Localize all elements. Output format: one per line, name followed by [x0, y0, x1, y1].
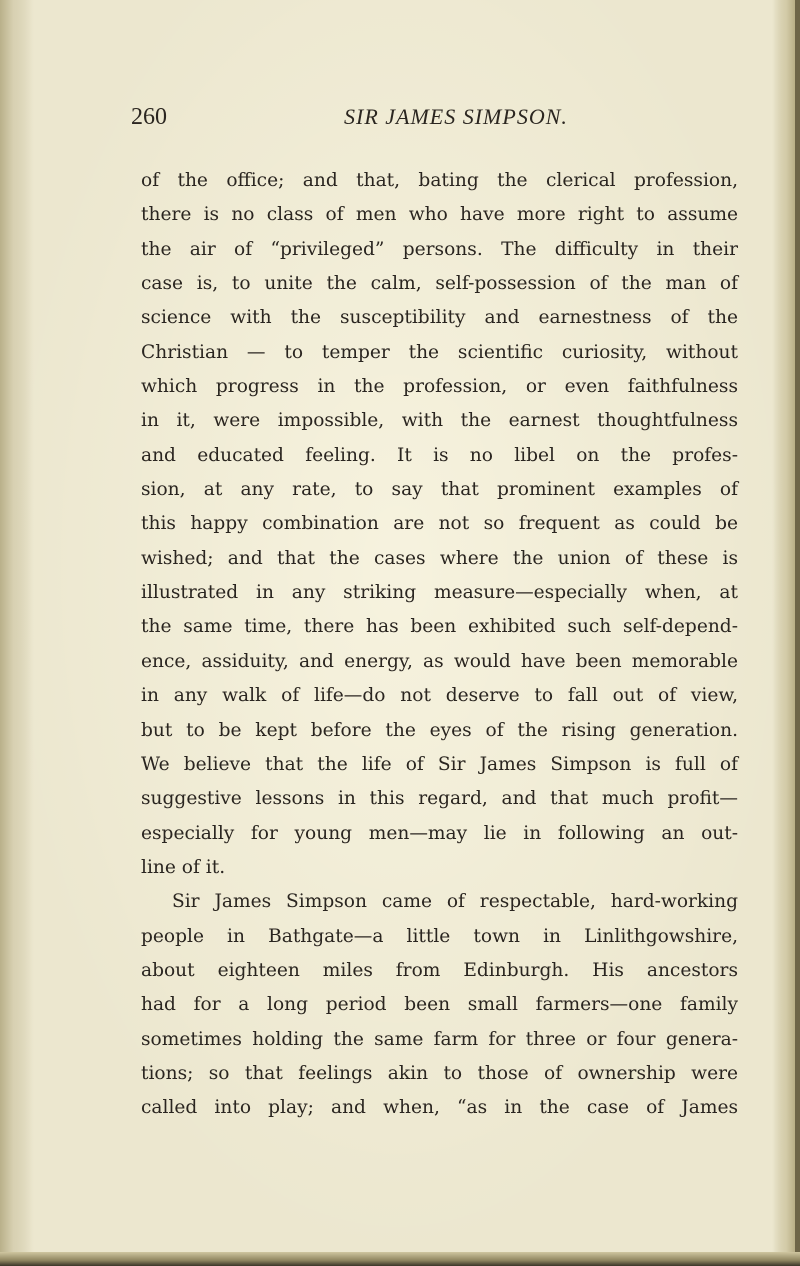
text-line: especially for young men—may lie in following an out- — [141, 822, 738, 844]
paragraph-end-line: line of it. — [141, 856, 226, 878]
text-line: suggestive lessons in this regard, and that much profit— — [141, 788, 738, 810]
page-bottom-edge — [0, 1252, 800, 1266]
running-head: SIR JAMES SIMPSON. — [344, 104, 568, 129]
text-line: of the office; and that, bating the clerical profession, — [141, 170, 738, 191]
text-line: wished; and that the cases where the union of these is — [141, 547, 738, 569]
text-line: We believe that the life of Sir James Simpson is full of — [141, 753, 738, 775]
page-gutter-shadow — [0, 0, 34, 1260]
text-line: sometimes holding the same farm for three or four genera- — [141, 1028, 738, 1050]
text-line: and educated feeling. It is no libel on the profes- — [141, 444, 738, 466]
text-line: people in Bathgate—a little town in Linlithgowshire, — [141, 925, 738, 947]
text-line: which progress in the profession, or even faithfulness — [141, 376, 738, 398]
page-header — [0, 104, 795, 144]
text-line: the same time, there has been exhibited such self-depend- — [141, 616, 738, 638]
text-line: science with the susceptibility and earnestness of the — [141, 307, 738, 329]
text-line: the air of “privileged” persons. The difficulty in their — [141, 238, 738, 260]
text-line: in it, were impossible, with the earnest thoughtfulness — [141, 410, 738, 432]
text-line: this happy combination are not so frequent as could be — [141, 513, 738, 535]
text-line: in any walk of life—do not deserve to fall out of view, — [141, 685, 738, 707]
paragraph-start-line: Sir James Simpson came of respectable, hard-working — [172, 891, 738, 913]
page-edge-shadow — [773, 0, 795, 1260]
text-line: had for a long period been small farmers—one family — [141, 994, 738, 1016]
text-line: Christian — to temper the scientific curiosity, without — [141, 341, 738, 363]
text-line: ence, assiduity, and energy, as would have been memorable — [141, 650, 738, 672]
body-text — [141, 164, 738, 1126]
text-line: about eighteen miles from Edinburgh. His ancestors — [141, 959, 738, 981]
text-line: tions; so that feelings akin to those of ownership were — [141, 1062, 738, 1084]
text-line: there is no class of men who have more right to assume — [141, 204, 738, 226]
text-line: sion, at any rate, to say that prominent examples of — [141, 479, 738, 501]
text-line: illustrated in any striking measure—especially when, at — [141, 582, 738, 604]
page-number: 260 — [131, 104, 167, 130]
text-line: but to be kept before the eyes of the rising generation. — [141, 719, 738, 741]
text-line: case is, to unite the calm, self-possession of the man of — [141, 273, 738, 295]
page-edge — [795, 0, 800, 1266]
text-line: called into play; and when, “as in the case of James — [141, 1097, 738, 1119]
